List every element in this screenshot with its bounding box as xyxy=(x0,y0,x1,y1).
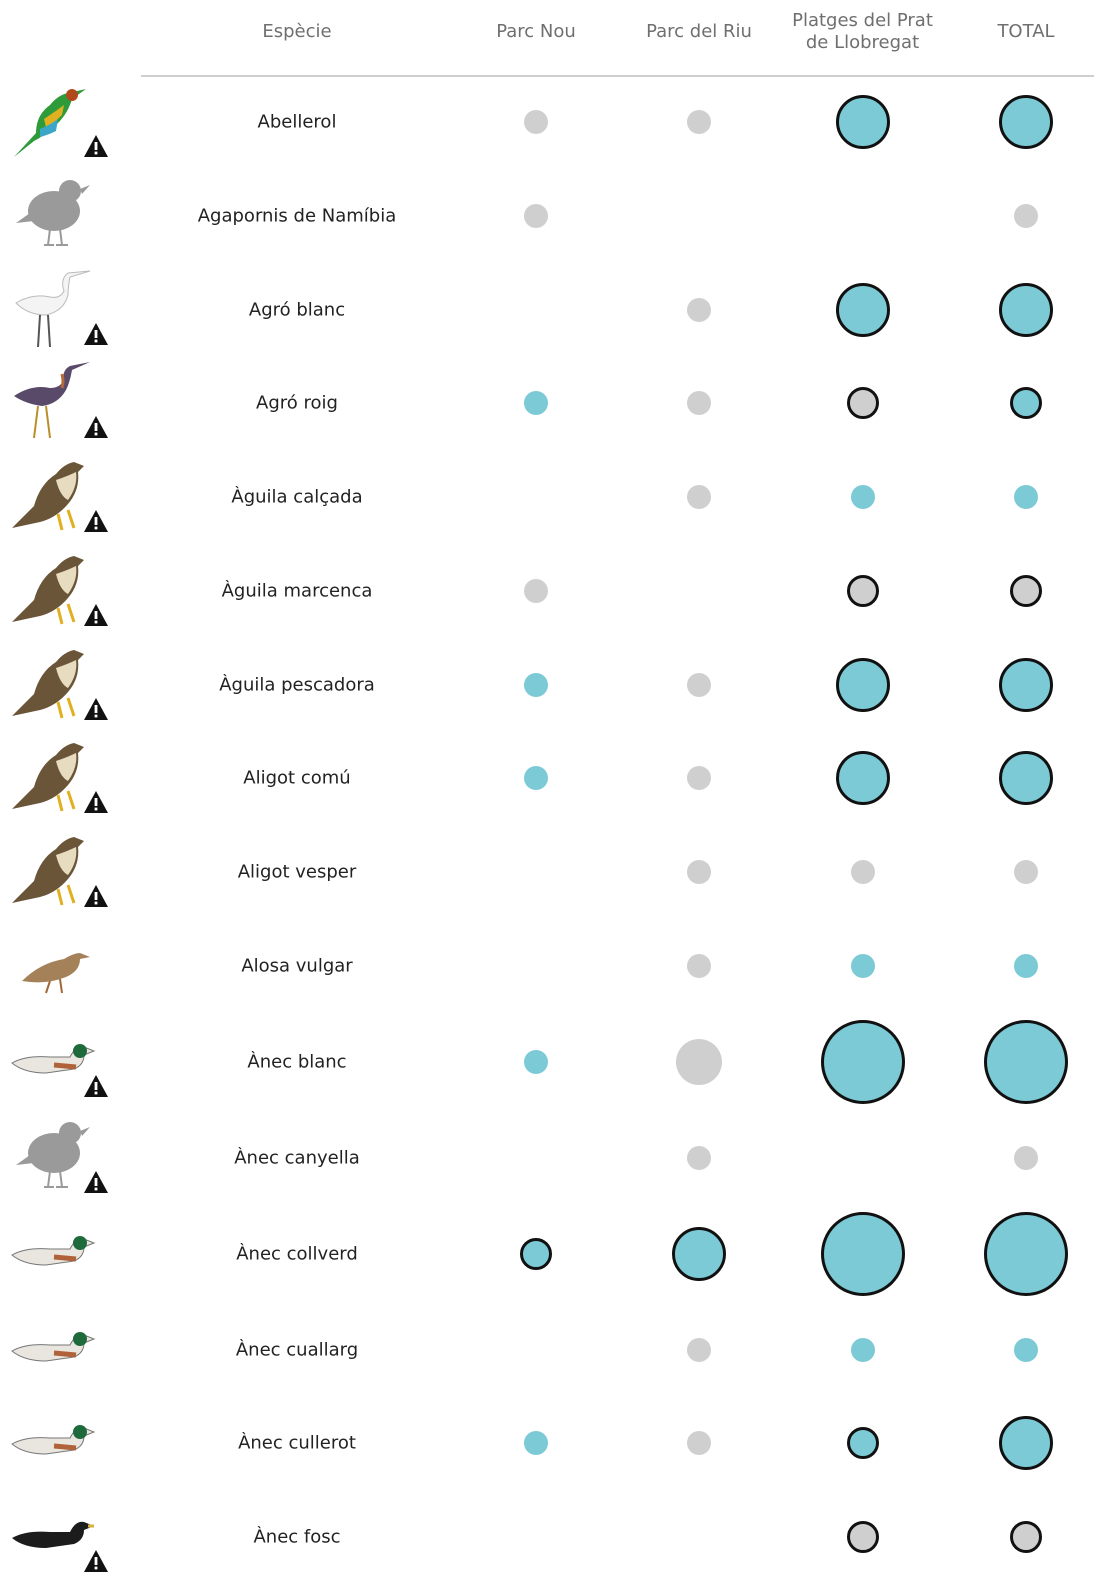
warning-triangle-icon xyxy=(83,697,109,721)
species-name: Agapornis de Namíbia xyxy=(197,205,397,227)
bubble-platges xyxy=(851,1338,875,1362)
bubble-total xyxy=(1010,575,1042,607)
bubble-parc-nou xyxy=(524,1050,548,1074)
bubble-platges xyxy=(847,387,879,419)
bubble-platges xyxy=(836,751,890,805)
bubble-total xyxy=(1014,1146,1038,1170)
bubble-parc-riu xyxy=(687,391,711,415)
species-name: Ànec cuallarg xyxy=(235,1339,359,1361)
bubble-total xyxy=(984,1212,1068,1296)
bubble-parc-nou xyxy=(524,579,548,603)
species-name: Aligot comú xyxy=(243,767,351,789)
bubble-total xyxy=(1014,204,1038,228)
species-name: Àguila marcenca xyxy=(221,580,373,602)
bubble-platges xyxy=(851,485,875,509)
species-name: Ànec blanc xyxy=(247,1051,347,1073)
warning-triangle-icon xyxy=(83,603,109,627)
warning-triangle-icon xyxy=(83,509,109,533)
bubble-parc-riu xyxy=(687,298,711,322)
warning-triangle-icon xyxy=(83,1170,109,1194)
bubble-total xyxy=(1010,1521,1042,1553)
header-parc-riu: Parc del Riu xyxy=(646,21,752,42)
species-name: Ànec collverd xyxy=(236,1243,358,1265)
bubble-parc-riu xyxy=(687,1146,711,1170)
bubble-total xyxy=(999,283,1053,337)
bubble-parc-riu xyxy=(687,1338,711,1362)
bubble-parc-riu xyxy=(687,860,711,884)
header-platges-line2: de Llobregat xyxy=(805,32,920,53)
warning-triangle-icon xyxy=(83,415,109,439)
bubble-parc-riu xyxy=(687,110,711,134)
bird-illustration xyxy=(6,1207,98,1293)
warning-triangle-icon xyxy=(83,884,109,908)
bubble-parc-riu xyxy=(687,954,711,978)
bubble-platges xyxy=(851,860,875,884)
bubble-parc-nou xyxy=(524,391,548,415)
bird-illustration xyxy=(6,919,98,1005)
bubble-parc-riu xyxy=(687,485,711,509)
species-name: Abellerol xyxy=(257,111,337,133)
species-name: Àguila calçada xyxy=(231,486,363,508)
bubble-platges xyxy=(836,283,890,337)
species-name: Agró blanc xyxy=(248,299,346,321)
bubble-platges xyxy=(821,1020,905,1104)
header-platges-line1: Platges del Prat xyxy=(792,10,933,31)
header-total: TOTAL xyxy=(997,21,1055,42)
bird-silhouette-icon xyxy=(6,169,98,255)
bubble-total xyxy=(1014,860,1038,884)
bubble-parc-nou xyxy=(524,1431,548,1455)
bubble-total xyxy=(999,95,1053,149)
header-species: Espècie xyxy=(262,21,332,42)
species-name: Ànec fosc xyxy=(253,1526,341,1548)
bubble-parc-riu xyxy=(672,1227,726,1281)
bubble-total xyxy=(1010,387,1042,419)
bubble-parc-nou xyxy=(524,673,548,697)
bubble-platges xyxy=(847,575,879,607)
bubble-parc-riu xyxy=(687,673,711,697)
species-name: Agró roig xyxy=(256,392,338,414)
bubble-total xyxy=(999,1416,1053,1470)
species-name: Aligot vesper xyxy=(237,861,357,883)
bubble-total xyxy=(1014,485,1038,509)
warning-triangle-icon xyxy=(83,1549,109,1573)
species-name: Àguila pescadora xyxy=(219,674,375,696)
warning-triangle-icon xyxy=(83,322,109,346)
bubble-total xyxy=(1014,1338,1038,1362)
bubble-platges xyxy=(851,954,875,978)
bubble-parc-riu xyxy=(687,766,711,790)
warning-triangle-icon xyxy=(83,790,109,814)
bubble-platges xyxy=(847,1521,879,1553)
bubble-platges xyxy=(836,658,890,712)
bubble-platges xyxy=(836,95,890,149)
bubble-parc-nou xyxy=(524,766,548,790)
bubble-parc-nou xyxy=(524,110,548,134)
header-platges xyxy=(770,0,955,64)
bubble-total xyxy=(999,658,1053,712)
bird-illustration xyxy=(6,1303,98,1389)
species-name: Ànec cullerot xyxy=(238,1432,356,1454)
bubble-platges xyxy=(821,1212,905,1296)
warning-triangle-icon xyxy=(83,1074,109,1098)
bubble-parc-nou xyxy=(520,1238,552,1270)
species-name: Ànec canyella xyxy=(234,1147,360,1169)
bird-illustration xyxy=(6,1396,98,1482)
species-name: Alosa vulgar xyxy=(241,955,353,977)
bubble-parc-nou xyxy=(524,204,548,228)
bubble-parc-riu xyxy=(676,1039,722,1085)
bubble-total xyxy=(984,1020,1068,1104)
bubble-platges xyxy=(847,1427,879,1459)
bubble-total xyxy=(1014,954,1038,978)
header-parc-nou: Parc Nou xyxy=(496,21,576,42)
bubble-parc-riu xyxy=(687,1431,711,1455)
header-divider xyxy=(141,75,1094,77)
warning-triangle-icon xyxy=(83,134,109,158)
bubble-total xyxy=(999,751,1053,805)
